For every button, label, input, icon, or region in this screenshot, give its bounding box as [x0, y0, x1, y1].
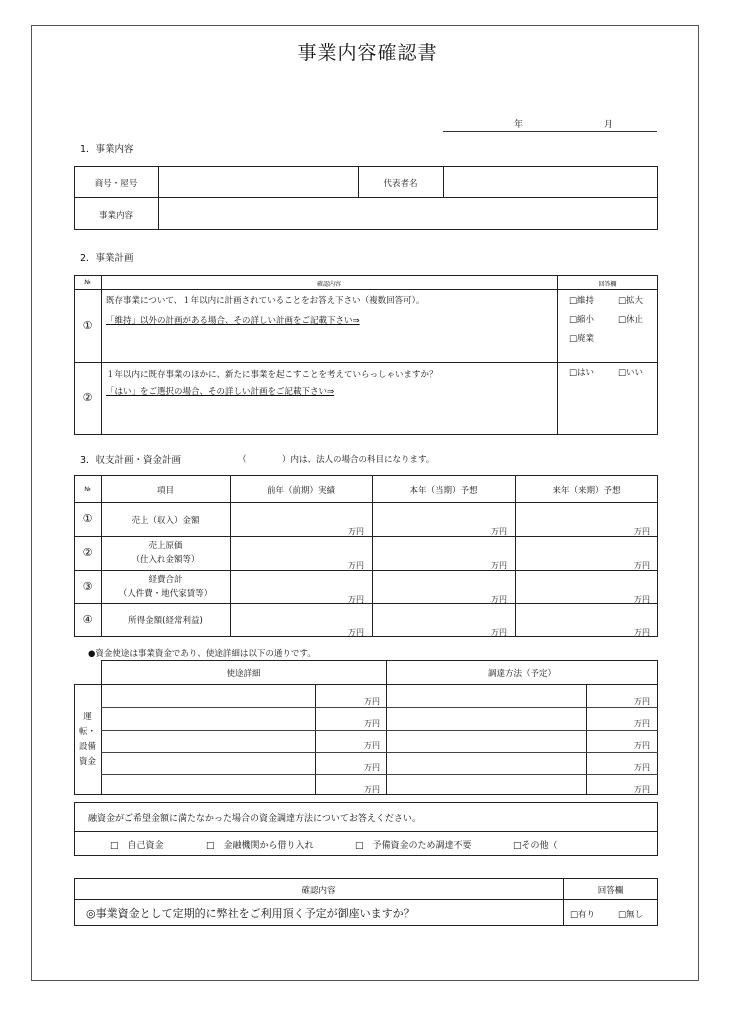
- shortfall-question: 融資金がご希望金額に満たなかった場合の資金調達方法についてお答えください。: [88, 814, 421, 824]
- funds-side-label-2: 転・: [78, 727, 96, 737]
- unit-label: 万円: [634, 741, 650, 750]
- unit-label: 万円: [491, 561, 507, 570]
- unit-label: 万円: [364, 763, 380, 772]
- plan-row1-no: ①: [82, 319, 93, 332]
- unit-label: 万円: [634, 697, 650, 706]
- income-row1-no: ①: [82, 512, 93, 525]
- plan-row2-no: ②: [82, 391, 93, 404]
- unit-label: 万円: [348, 561, 364, 570]
- funds-side-label-3: 設備: [78, 742, 96, 752]
- document-title: 事業内容確認書: [297, 42, 438, 64]
- income-row3-item: 経費合計: [148, 575, 183, 585]
- funds-side-label-1: 運: [83, 712, 92, 722]
- date-month-label: 月: [604, 120, 614, 130]
- confirm-col-content: 確認内容: [301, 886, 336, 896]
- unit-label: 万円: [491, 595, 507, 604]
- income-col-next: 来年（来期）予想: [552, 486, 621, 496]
- option-reserve-funds-checkbox[interactable]: □ 予備資金のため調達不要: [355, 841, 472, 851]
- option-no-usage-checkbox[interactable]: □無し: [618, 910, 644, 920]
- plan-row1-question: 既存事業について、１年以内に計画されていることをお答え下さい（複数回答可）。: [106, 296, 425, 306]
- unit-label: 万円: [634, 561, 650, 570]
- income-col-item: 項目: [156, 486, 174, 496]
- income-row2-no: ②: [82, 546, 93, 559]
- business-content-label: 事業内容: [98, 211, 133, 221]
- income-row4-item: 所得金額(経常利益): [128, 616, 203, 626]
- section2-heading: 2．事業計画: [80, 253, 134, 264]
- option-close-checkbox[interactable]: □廃業: [569, 334, 595, 344]
- representative-label: 代表者名: [383, 179, 418, 189]
- income-col-no: №: [84, 486, 91, 493]
- unit-label: 万円: [634, 527, 650, 536]
- option-shrink-checkbox[interactable]: □縮小: [569, 315, 595, 325]
- option-expand-checkbox[interactable]: □拡大: [618, 296, 644, 306]
- option-own-funds-checkbox[interactable]: □ 自己資金: [110, 841, 164, 851]
- funds-col-use: 使途詳細: [226, 669, 261, 679]
- business-content-field[interactable]: [159, 198, 656, 229]
- plan-row2-question: １年以内に既存事業のほかに、新たに事業を起こすことを考えていらっしゃいますか？: [106, 370, 438, 380]
- section3-heading: 3．収支計画・資金計画: [80, 455, 182, 466]
- funds-col-source: 調達方法（予定）: [487, 669, 556, 679]
- unit-label: 万円: [364, 719, 380, 728]
- option-no-checkbox[interactable]: □いい: [618, 368, 644, 378]
- funds-note: ●資金使途は事業資金であり、使途詳細は以下の通りです。: [88, 649, 316, 659]
- trade-name-label: 商号・屋号: [94, 179, 138, 189]
- unit-label: 万円: [348, 628, 364, 637]
- unit-label: 万円: [364, 697, 380, 706]
- option-maintain-checkbox[interactable]: □維持: [569, 296, 595, 306]
- unit-label: 万円: [634, 785, 650, 794]
- income-col-curr: 本年（当期）予想: [409, 486, 478, 496]
- funds-side-label-4: 資金: [78, 757, 96, 767]
- plan-col-content: 確認内容: [316, 281, 341, 288]
- unit-label: 万円: [491, 628, 507, 637]
- option-other-checkbox[interactable]: □その他（: [513, 841, 558, 851]
- unit-label: 万円: [634, 719, 650, 728]
- plan-col-no: №: [84, 279, 91, 286]
- confirm-col-answer: 回答欄: [597, 886, 624, 896]
- unit-label: 万円: [364, 741, 380, 750]
- income-row3-item-sub: （人件費・地代家賃等）: [118, 589, 213, 599]
- income-row2-item-sub: （仕入れ金額等）: [131, 555, 200, 565]
- unit-label: 万円: [634, 628, 650, 637]
- unit-label: 万円: [634, 595, 650, 604]
- unit-label: 万円: [364, 785, 380, 794]
- confirm-question: ◎事業資金として定期的に弊社をご利用頂く予定が御座いますか？: [86, 907, 415, 920]
- income-row2-item: 売上原価: [148, 541, 183, 551]
- unit-label: 万円: [634, 763, 650, 772]
- income-row4-no: ④: [82, 613, 93, 626]
- section1-heading: 1．事業内容: [80, 144, 134, 155]
- plan-col-answer: 回答欄: [598, 281, 617, 288]
- date-underline: [443, 131, 657, 132]
- section3-note-open: （: [238, 455, 247, 465]
- plan-row2-note: 「はい」をご選択の場合、その詳しい計画をご記載下さい⇒: [106, 387, 335, 397]
- plan-row1-note: 「維持」以外の計画がある場合、その詳しい計画をご記載下さい⇒: [106, 316, 360, 326]
- income-col-prev: 前年（前期）実績: [266, 486, 335, 496]
- section3-note: ）内は、法人の場合の科目になります。: [282, 455, 435, 465]
- unit-label: 万円: [348, 527, 364, 536]
- representative-field[interactable]: [444, 167, 656, 196]
- unit-label: 万円: [348, 595, 364, 604]
- income-row3-no: ③: [82, 580, 93, 593]
- trade-name-field[interactable]: [159, 167, 357, 196]
- date-year-label: 年: [514, 120, 524, 130]
- option-suspend-checkbox[interactable]: □休止: [618, 315, 644, 325]
- option-bank-loan-checkbox[interactable]: □ 金融機関から借り入れ: [206, 841, 314, 851]
- option-yes-usage-checkbox[interactable]: □有り: [570, 910, 596, 920]
- unit-label: 万円: [491, 527, 507, 536]
- income-row1-item: 売上（収入）金額: [131, 516, 200, 526]
- option-yes-checkbox[interactable]: □はい: [569, 368, 595, 378]
